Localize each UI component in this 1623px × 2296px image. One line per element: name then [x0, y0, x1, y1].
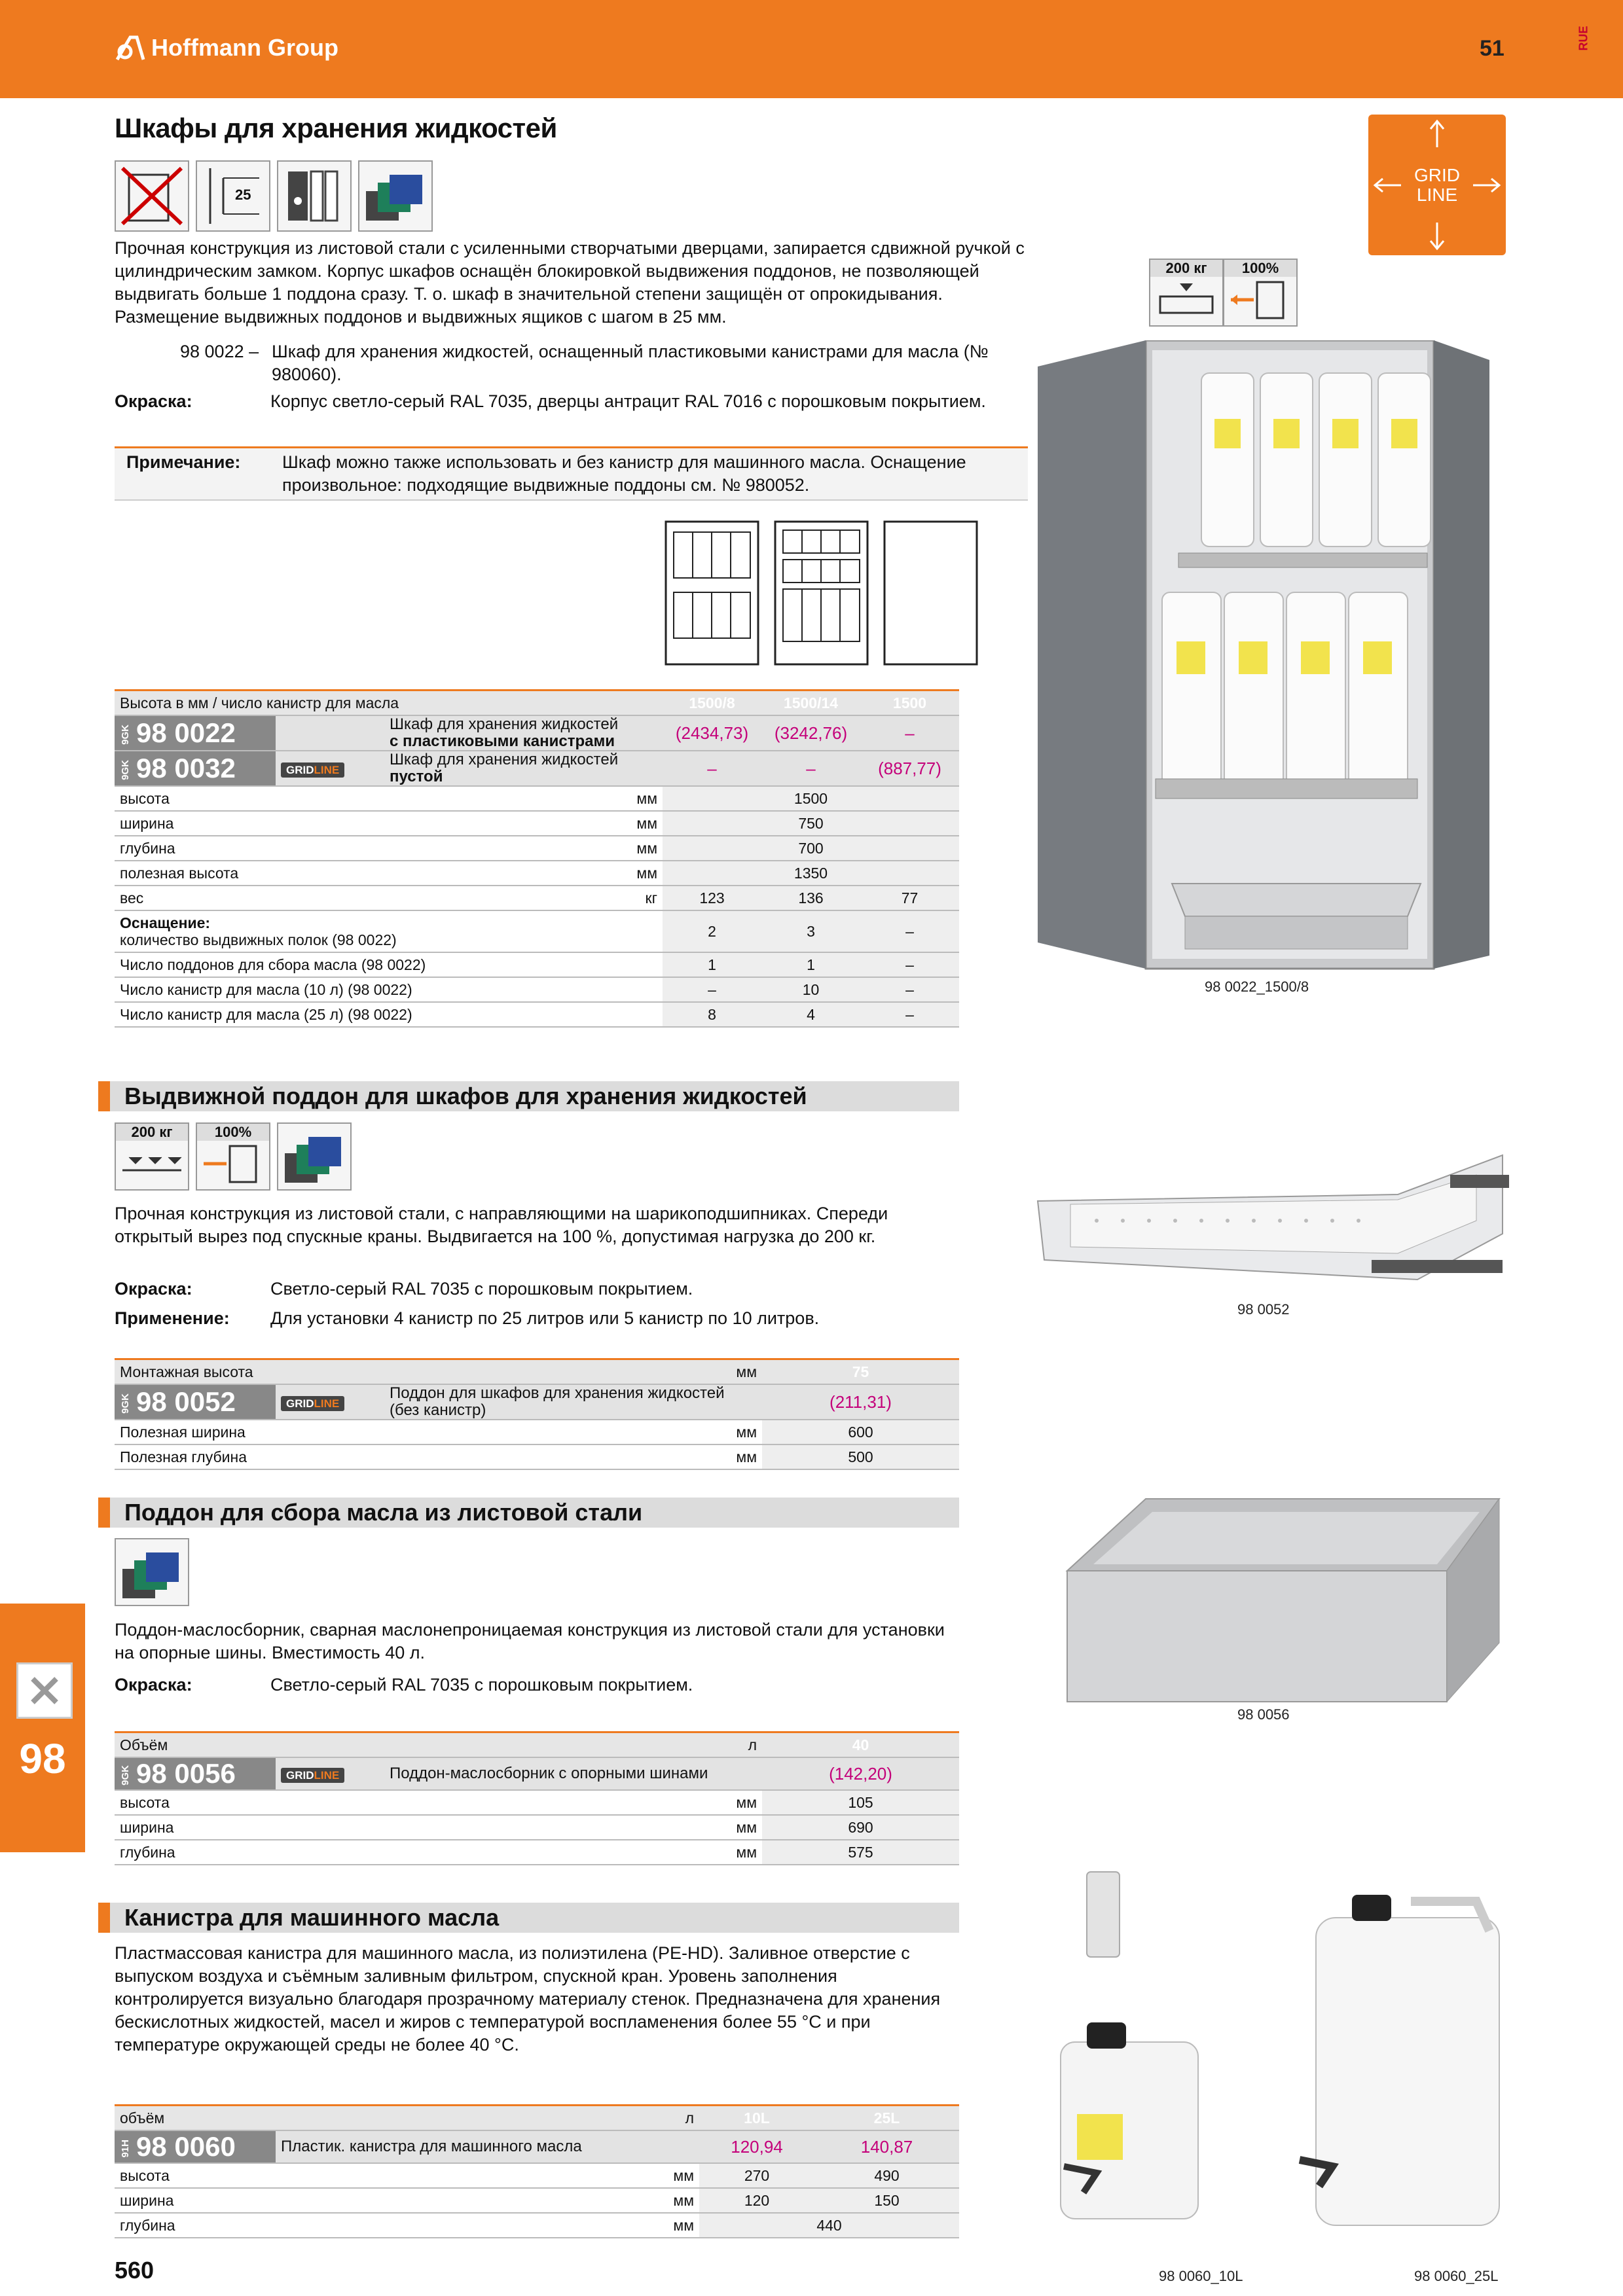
canister-10l-caption: 98 0060_10L [1159, 2268, 1243, 2284]
article-name: Пластик. канистра для машинного масла [276, 2130, 699, 2163]
tray-image-caption: 98 0052 [1237, 1301, 1290, 1318]
spec-row: Оснащение: количество выдвижных полок (98 0022) 2 3 – [115, 910, 959, 952]
cabinets-item-line: 98 0022 – Шкаф для хранения жидкостей, оснащенный пластиковыми канистрами для масла (№ 980060). [180, 342, 989, 384]
cabinets-note: Примечание: Шкаф можно также использовать и без канистр для машинного масла. Оснащение произвольное: подходящие выдвижные поддоны см. № 980052. [115, 446, 1028, 501]
sump-paint: Окраска: Светло-серый RAL 7035 с порошковым покрытием. [115, 1675, 693, 1695]
spec-row: вес кг 123 136 77 [115, 886, 959, 910]
canister-spec-table: объём л 10L 25L 91H 98 0060 Пластик. канистра для машинного масла 120,94 140,87 высота мм 270 490 ширина мм 120 150 глубина мм 440 [115, 2104, 959, 2238]
lock-icon [277, 160, 352, 232]
price: – [761, 751, 860, 786]
spec-row: высота мм 1500 [115, 786, 959, 811]
gridline-logo [276, 715, 384, 751]
article-number[interactable]: 9GK 98 0022 [115, 715, 276, 751]
price: (142,20) [762, 1757, 959, 1790]
cabinets-spec-table [115, 689, 959, 1028]
cabinets-paint: Окраска: Корпус светло-серый RAL 7035, дверцы антрацит RAL 7016 с порошковым покрытием. [115, 391, 986, 411]
article-row[interactable] [115, 751, 959, 786]
spec-row: Число канистр для масла (10 л) (98 0022) – 10 – [115, 977, 959, 1002]
brand-logo[interactable] [115, 34, 338, 62]
tray-description: Прочная конструкция из листовой стали, с направляющими на шарикоподшипниках. Спереди открытый вырез под спускные краны. Выдвигается на 100 %, допустимая нагрузка до 200 кг. [115, 1204, 888, 1246]
cabinet-image-caption: 98 0022_1500/8 [1205, 978, 1309, 995]
canister-25l-caption: 98 0060_25L [1414, 2268, 1499, 2284]
footer-page-number: 560 [115, 2257, 155, 2284]
col-header: 1500 [860, 691, 959, 716]
load-capacity-icon: 200 кг [1149, 259, 1224, 327]
gridline-logo: GRIDLINE [276, 751, 384, 786]
spec-row: Число поддонов для сбора масла (98 0022) 1 1 – [115, 952, 959, 977]
canister-description: Пластмассовая канистра для машинного масла, из полиэтилена (PE-HD). Заливное отверстие с выпуском воздуха и съёмным заливным фильтром, спускной кран. Уровень заполнения контролируется визуально благодаря прозрачному материалу стенок. Предназначена для хранения бескислотных жидкостей, масел и жиров с температурой воспламенения более 55 °C и при температуре окружающей среды не более 40 °C. [115, 1943, 941, 2054]
spec-row: высота мм 105 [115, 1790, 959, 1815]
load-capacity-icon: 200 кг [115, 1122, 189, 1191]
gridline-badge [1368, 115, 1506, 255]
gridline-text: GRID LINE [1414, 165, 1460, 205]
chapter-number: 98 [19, 1735, 66, 1782]
spec-row: высота мм 270 490 [115, 2163, 959, 2188]
tray-use: Применение: Для установки 4 канистр по 25 литров или 5 канистр по 10 литров. [115, 1308, 820, 1328]
price: (211,31) [762, 1384, 959, 1420]
sump-description: Поддон-маслосборник, сварная маслонепроницаемая конструкция из листовой стали для установки на опорные шины. Вместимость 40 л. [115, 1620, 945, 1662]
config-14-diagram [774, 520, 869, 666]
spec-row: ширина мм 690 [115, 1815, 959, 1840]
sump-image [1054, 1492, 1506, 1708]
section-title-sump: Поддон для сбора масла из листовой стали [98, 1498, 959, 1528]
spec-row: ширина мм 120 150 [115, 2188, 959, 2213]
no-tilt-icon [115, 160, 189, 232]
col-header: 1500/14 [761, 691, 860, 716]
cabinet-configurations [665, 520, 978, 666]
section-title-cabinets: Шкафы для хранения жидкостей [115, 113, 557, 143]
section-title-tray: Выдвижной поддон для шкафов для хранения жидкостей [98, 1081, 959, 1111]
full-extension-icon: 100% [196, 1122, 270, 1191]
color-swatches-icon [115, 1538, 189, 1606]
price: – [860, 715, 959, 751]
article-row[interactable] [115, 715, 959, 751]
tray-feature-icons [115, 1122, 352, 1191]
article-number[interactable]: 9GK 98 0052 [115, 1384, 276, 1420]
gridline-logo: GRIDLINE [276, 1757, 384, 1790]
price: – [663, 751, 761, 786]
article-number[interactable]: 91H 98 0060 [115, 2130, 276, 2163]
spec-row: глубина мм 575 [115, 1840, 959, 1865]
canister-image [1057, 1859, 1529, 2251]
article-name: Шкаф для хранения жидкостей с пластиковыми канистрами [384, 715, 663, 751]
config-empty-diagram [883, 520, 978, 666]
full-extension-icon: 100% [1223, 259, 1298, 327]
article-row[interactable] [115, 2130, 959, 2163]
hoffmann-logo-icon [115, 35, 146, 61]
brand-name: Hoffmann Group [151, 34, 338, 61]
cabinet-image [1038, 340, 1489, 975]
spec-row: Число канистр для масла (25 л) (98 0022) 8 4 – [115, 1002, 959, 1027]
spec-row: Полезная глубина мм 500 [115, 1444, 959, 1469]
col-header: 1500/8 [663, 691, 761, 716]
spec-row: ширина мм 750 [115, 811, 959, 836]
tray-image [1031, 1149, 1516, 1293]
chapter-tab[interactable] [0, 1604, 85, 1852]
spec-row: глубина мм 440 [115, 2213, 959, 2238]
article-row[interactable] [115, 1384, 959, 1420]
tray-spec-table: Монтажная высота мм 75 9GK 98 0052 GRIDLINE Поддон для шкафов для хранения жидкостей (без канистр) (211,31) Полезная ширина мм 600 Полезная глубина мм 500 [115, 1358, 959, 1470]
page-number: 51 [1480, 36, 1504, 61]
color-swatches-icon [358, 160, 433, 232]
close-icon [16, 1662, 73, 1719]
article-number[interactable]: 9GK 98 0032 [115, 751, 276, 786]
article-name: Поддон-маслосборник с опорными шинами [384, 1757, 762, 1790]
sump-image-caption: 98 0056 [1237, 1706, 1290, 1723]
section-title-canister: Канистра для машинного масла [98, 1903, 959, 1933]
table-head: Высота в мм / число канистр для масла [115, 691, 663, 716]
feature-icons [115, 160, 433, 232]
article-row[interactable] [115, 1757, 959, 1790]
price: (2434,73) [663, 715, 761, 751]
price: (887,77) [860, 751, 959, 786]
gridline-logo: GRIDLINE [276, 1384, 384, 1420]
price: 140,87 [814, 2130, 959, 2163]
pitch-25-icon: 25 [196, 160, 270, 232]
article-name: Шкаф для хранения жидкостей пустой [384, 751, 663, 786]
spec-row: Полезная ширина мм 600 [115, 1420, 959, 1444]
price: 120,94 [699, 2130, 814, 2163]
sump-spec-table: Объём л 40 9GK 98 0056 GRIDLINE Поддон-маслосборник с опорными шинами (142,20) высота мм 105 ширина мм 690 глубина мм 575 [115, 1731, 959, 1865]
article-name: Поддон для шкафов для хранения жидкостей (без канистр) [384, 1384, 762, 1420]
language-tag: RUE [1577, 26, 1590, 51]
tray-paint: Окраска: Светло-серый RAL 7035 с порошковым покрытием. [115, 1279, 693, 1299]
cabinets-description: Прочная конструкция из листовой стали с усиленными створчатыми дверцами, запирается сдвижной ручкой с цилиндрическим замком. Корпус шкафов оснащён блокировкой выдвижения поддонов, не позволяющей выдвигать больше 1 поддона сразу. Т. о. шкаф в значительной степени защищён от опрокидывания. Размещение выдвижных поддонов и выдвижных ящиков с шагом в 25 мм. [115, 238, 1025, 327]
spec-row: глубина мм 700 [115, 836, 959, 861]
color-swatches-icon [277, 1122, 352, 1191]
article-number[interactable]: 9GK 98 0056 [115, 1757, 276, 1790]
price: (3242,76) [761, 715, 860, 751]
spec-row: полезная высота мм 1350 [115, 861, 959, 886]
config-8-diagram [665, 520, 759, 666]
